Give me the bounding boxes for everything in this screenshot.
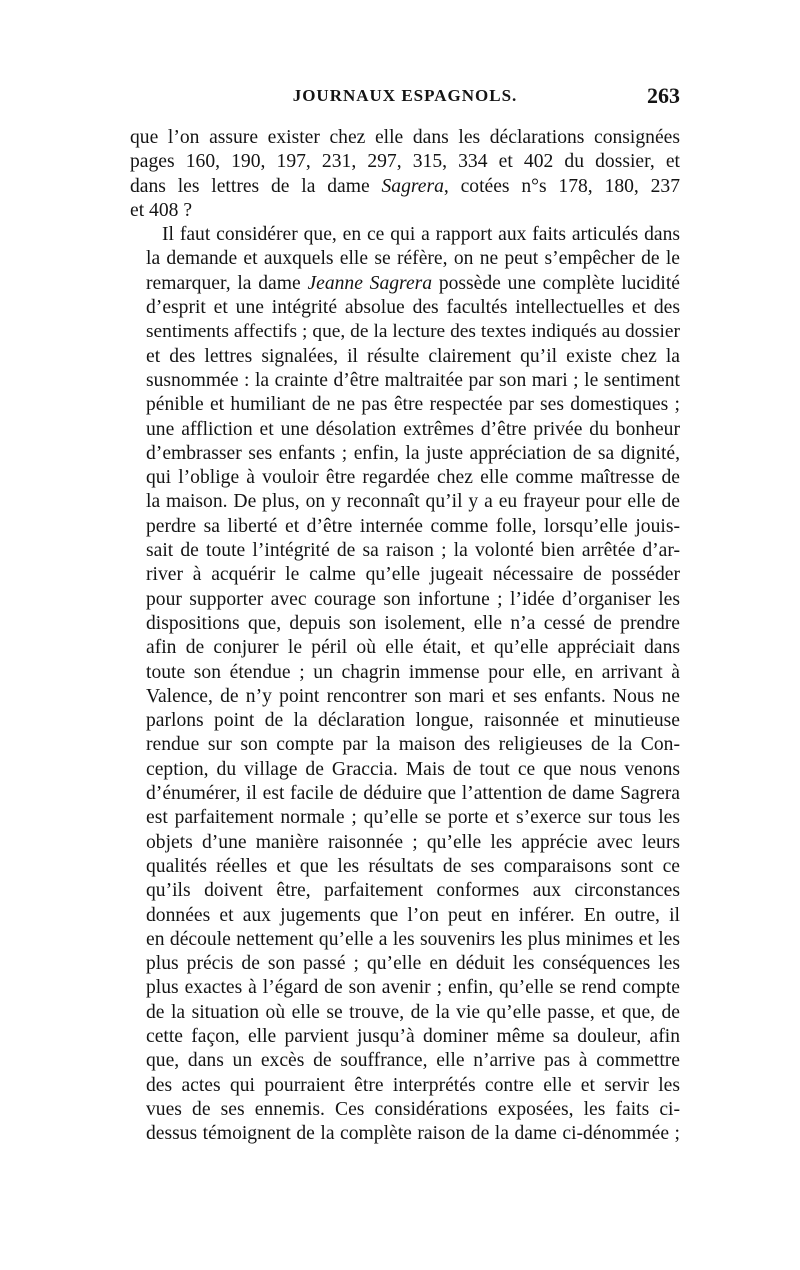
text-line: dessus témoignent de la complète raison de la dame ci-dénommée ; [146, 1123, 680, 1145]
text-line: plus précis de son passé ; qu’elle en déduit les conséquences les [146, 953, 680, 975]
text-line: et 408 ? [130, 199, 193, 221]
text-line: Il faut considérer que, en ce qui a rapport aux faits articulés dans [162, 224, 680, 246]
text-line: de la situation où elle se trouve, de la vie qu’elle passe, et que, de [146, 1001, 680, 1023]
text-line: d’esprit et une intégrité absolue des facultés intellectuelles et des [146, 297, 680, 319]
text-line: en découle nettement qu’elle a les souvenirs les plus minimes et les [146, 928, 680, 950]
text-line: perdre sa liberté et d’être internée comme folle, lorsqu’elle jouis- [146, 515, 680, 537]
text-line: que, dans un excès de souffrance, elle n’arrive pas à commettre [146, 1050, 680, 1072]
text-line: Valence, de n’y point rencontrer son mari et ses enfants. Nous ne [146, 685, 680, 707]
text-line: des actes qui pourraient être interprétés contre elle et servir les [146, 1074, 680, 1096]
text-line: dans les lettres de la dame Sagrera, cotées n°s 178, 180, 237 [130, 175, 681, 197]
text-line: objets d’une manière raisonnée ; qu’elle les apprécie avec leurs [146, 831, 680, 853]
text-line: pages 160, 190, 197, 231, 297, 315, 334 et 402 du dossier, et [130, 151, 680, 173]
text-line: parlons point de la déclaration longue, raisonnée et minutieuse [146, 710, 680, 732]
paragraph [130, 126, 680, 223]
text-line: une affliction et une désolation extrêmes d’être privée du bonheur [146, 418, 680, 440]
text-line: cette façon, elle parvient jusqu’à dominer même sa douleur, afin [146, 1025, 680, 1047]
text-line: vues de ses ennemis. Ces considérations exposées, les faits ci- [146, 1098, 680, 1120]
text-line: dispositions que, depuis son isolement, elle n’a cessé de prendre [146, 612, 680, 634]
italic-name: Jeanne Sagrera [307, 272, 433, 294]
italic-name: Sagrera [381, 175, 444, 197]
text-line: ception, du village de Graccia. Mais de tout ce que nous venons [146, 758, 680, 780]
text-line: sentiments affectifs ; que, de la lecture des textes indiqués au dossier [146, 321, 680, 343]
text-line: qualités réelles et que les résultats de ses comparaisons sont ce [146, 855, 680, 877]
text-line: la maison. De plus, on y reconnaît qu’il y a eu frayeur pour elle de [146, 491, 680, 513]
text-line: susnommée : la crainte d’être maltraitée par son mari ; le sentiment [146, 369, 680, 391]
text-line: et des lettres signalées, il résulte clairement qu’il existe chez la [146, 345, 680, 367]
page-number: 263 [647, 83, 680, 108]
running-title: JOURNAUX ESPAGNOLS. [292, 86, 518, 105]
text-line: la demande et auxquels elle se réfère, on ne peut s’empêcher de le [146, 248, 680, 270]
text-line: plus exactes à l’égard de son avenir ; enfin, qu’elle se rend compte [146, 977, 680, 999]
text-line: river à acquérir le calme qu’elle jugeait nécessaire de posséder [146, 564, 680, 586]
text-line: sait de toute l’intégrité de sa raison ; la volonté bien arrêtée d’ar- [146, 540, 680, 562]
text-line: pour supporter avec courage son infortune ; l’idée d’organiser les [146, 588, 680, 610]
text-line: d’énumérer, il est facile de déduire que l’attention de dame Sagrera [146, 783, 680, 805]
text-line: remarquer, la dame Jeanne Sagrera possède une complète lucidité [146, 272, 680, 294]
text-line: toute son étendue ; un chagrin immense pour elle, en arrivant à [146, 661, 680, 683]
paragraph [130, 223, 680, 1146]
body-text [130, 126, 680, 1146]
text-line: est parfaitement normale ; qu’elle se porte et s’exerce sur tous les [146, 807, 680, 829]
text-line: données et aux jugements que l’on peut en inférer. En outre, il [146, 904, 680, 926]
text-line: qu’ils doivent être, parfaitement conformes aux circonstances [146, 880, 680, 902]
page-header [130, 83, 680, 116]
text-line: pénible et humiliant de ne pas être respectée par ses domestiques ; [146, 394, 680, 416]
text-line: d’embrasser ses enfants ; enfin, la juste appréciation de sa dignité, [146, 442, 680, 464]
text-line: afin de conjurer le péril où elle était, et qu’elle appréciait dans [146, 637, 680, 659]
text-line: rendue sur son compte par la maison des religieuses de la Con- [146, 734, 680, 756]
text-line: que l’on assure exister chez elle dans les déclarations consignées [130, 127, 680, 148]
text-line: qui l’oblige à vouloir être regardée chez elle comme maîtresse de [146, 467, 680, 489]
